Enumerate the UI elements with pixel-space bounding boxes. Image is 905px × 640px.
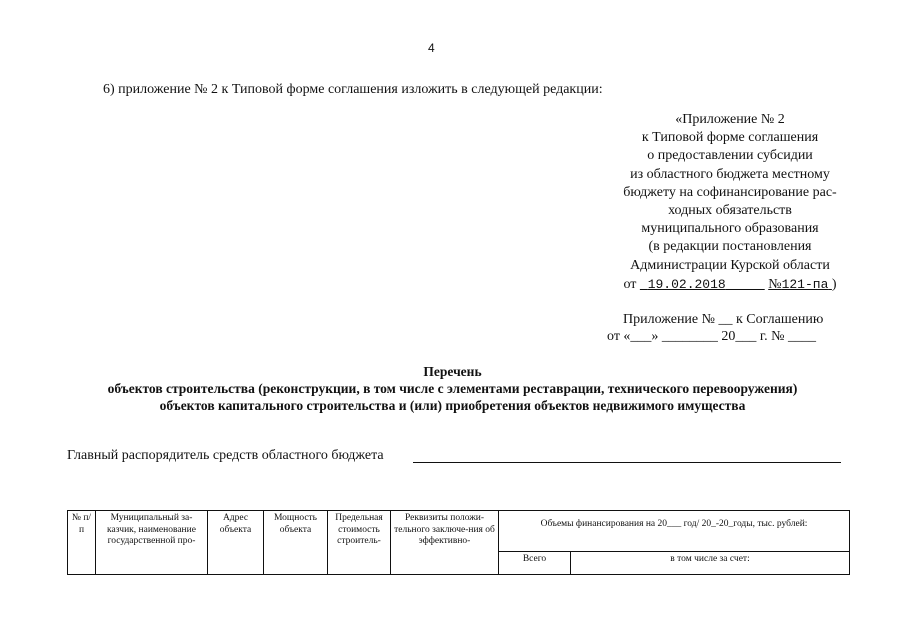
table-header-cell: Предельная стоимость строитель-: [328, 511, 391, 575]
appendix-line: Администрации Курской области: [630, 257, 830, 273]
table-header-cell: Мощность объекта: [264, 511, 328, 575]
appendix-line: «Приложение № 2: [675, 112, 785, 127]
total-header-cell: Всего: [499, 552, 571, 575]
financing-header-cell: Объемы финансирования на 20___ год/ 20_-20_годы, тыс. рублей:: [499, 511, 850, 552]
resolution-number: №121-па: [768, 276, 829, 292]
appendix-line: ходных обязательств: [668, 203, 792, 219]
table-header-cell: Реквизиты положи-тельного заключе-ния об эффективно-: [391, 511, 499, 575]
table-header-cell: Адрес объекта: [208, 511, 264, 575]
resolution-date: 19.02.2018: [647, 276, 726, 292]
date-prefix: от: [623, 276, 637, 292]
including-header-cell: в том числе за счет:: [571, 552, 850, 575]
agreement-line-2: от «___» ________ 20___ г. № ____: [607, 329, 816, 344]
agreement-line-1: Приложение № __ к Соглашению: [623, 312, 824, 327]
manager-label: Главный распорядитель средств областного бюджета: [67, 448, 384, 463]
appendix-line: бюджету на софинансирование рас-: [623, 184, 837, 200]
title-line: объектов строительства (реконструкции, в том числе с элементами реставрации, технического перевооружения): [107, 381, 798, 396]
manager-fill-line: [413, 462, 841, 463]
table-header-cell: Муниципальный за-казчик, наименование государственной про-: [96, 511, 208, 575]
resolution-date-line: от 19.02.2018 №121-па ): [623, 276, 837, 292]
title-line: объектов капитального строительства и (или) приобретения объектов недвижимого имущества: [159, 398, 746, 413]
document-title: [0, 363, 905, 414]
page-number: 4: [428, 41, 435, 55]
appendix-line: муниципального образования: [641, 221, 819, 237]
appendix-header: [580, 111, 880, 294]
intro-text: 6) приложение № 2 к Типовой форме соглашения изложить в следующей редакции:: [103, 82, 603, 97]
table-header-cell: № п/п: [68, 511, 96, 575]
objects-table: [67, 510, 850, 575]
appendix-line: к Типовой форме соглашения: [641, 130, 819, 146]
appendix-line: (в редакции постановления: [648, 239, 812, 255]
appendix-line: о предоставлении субсидии: [647, 148, 813, 164]
title-line: Перечень: [423, 364, 482, 379]
appendix-line: из областного бюджета местному: [630, 166, 830, 182]
